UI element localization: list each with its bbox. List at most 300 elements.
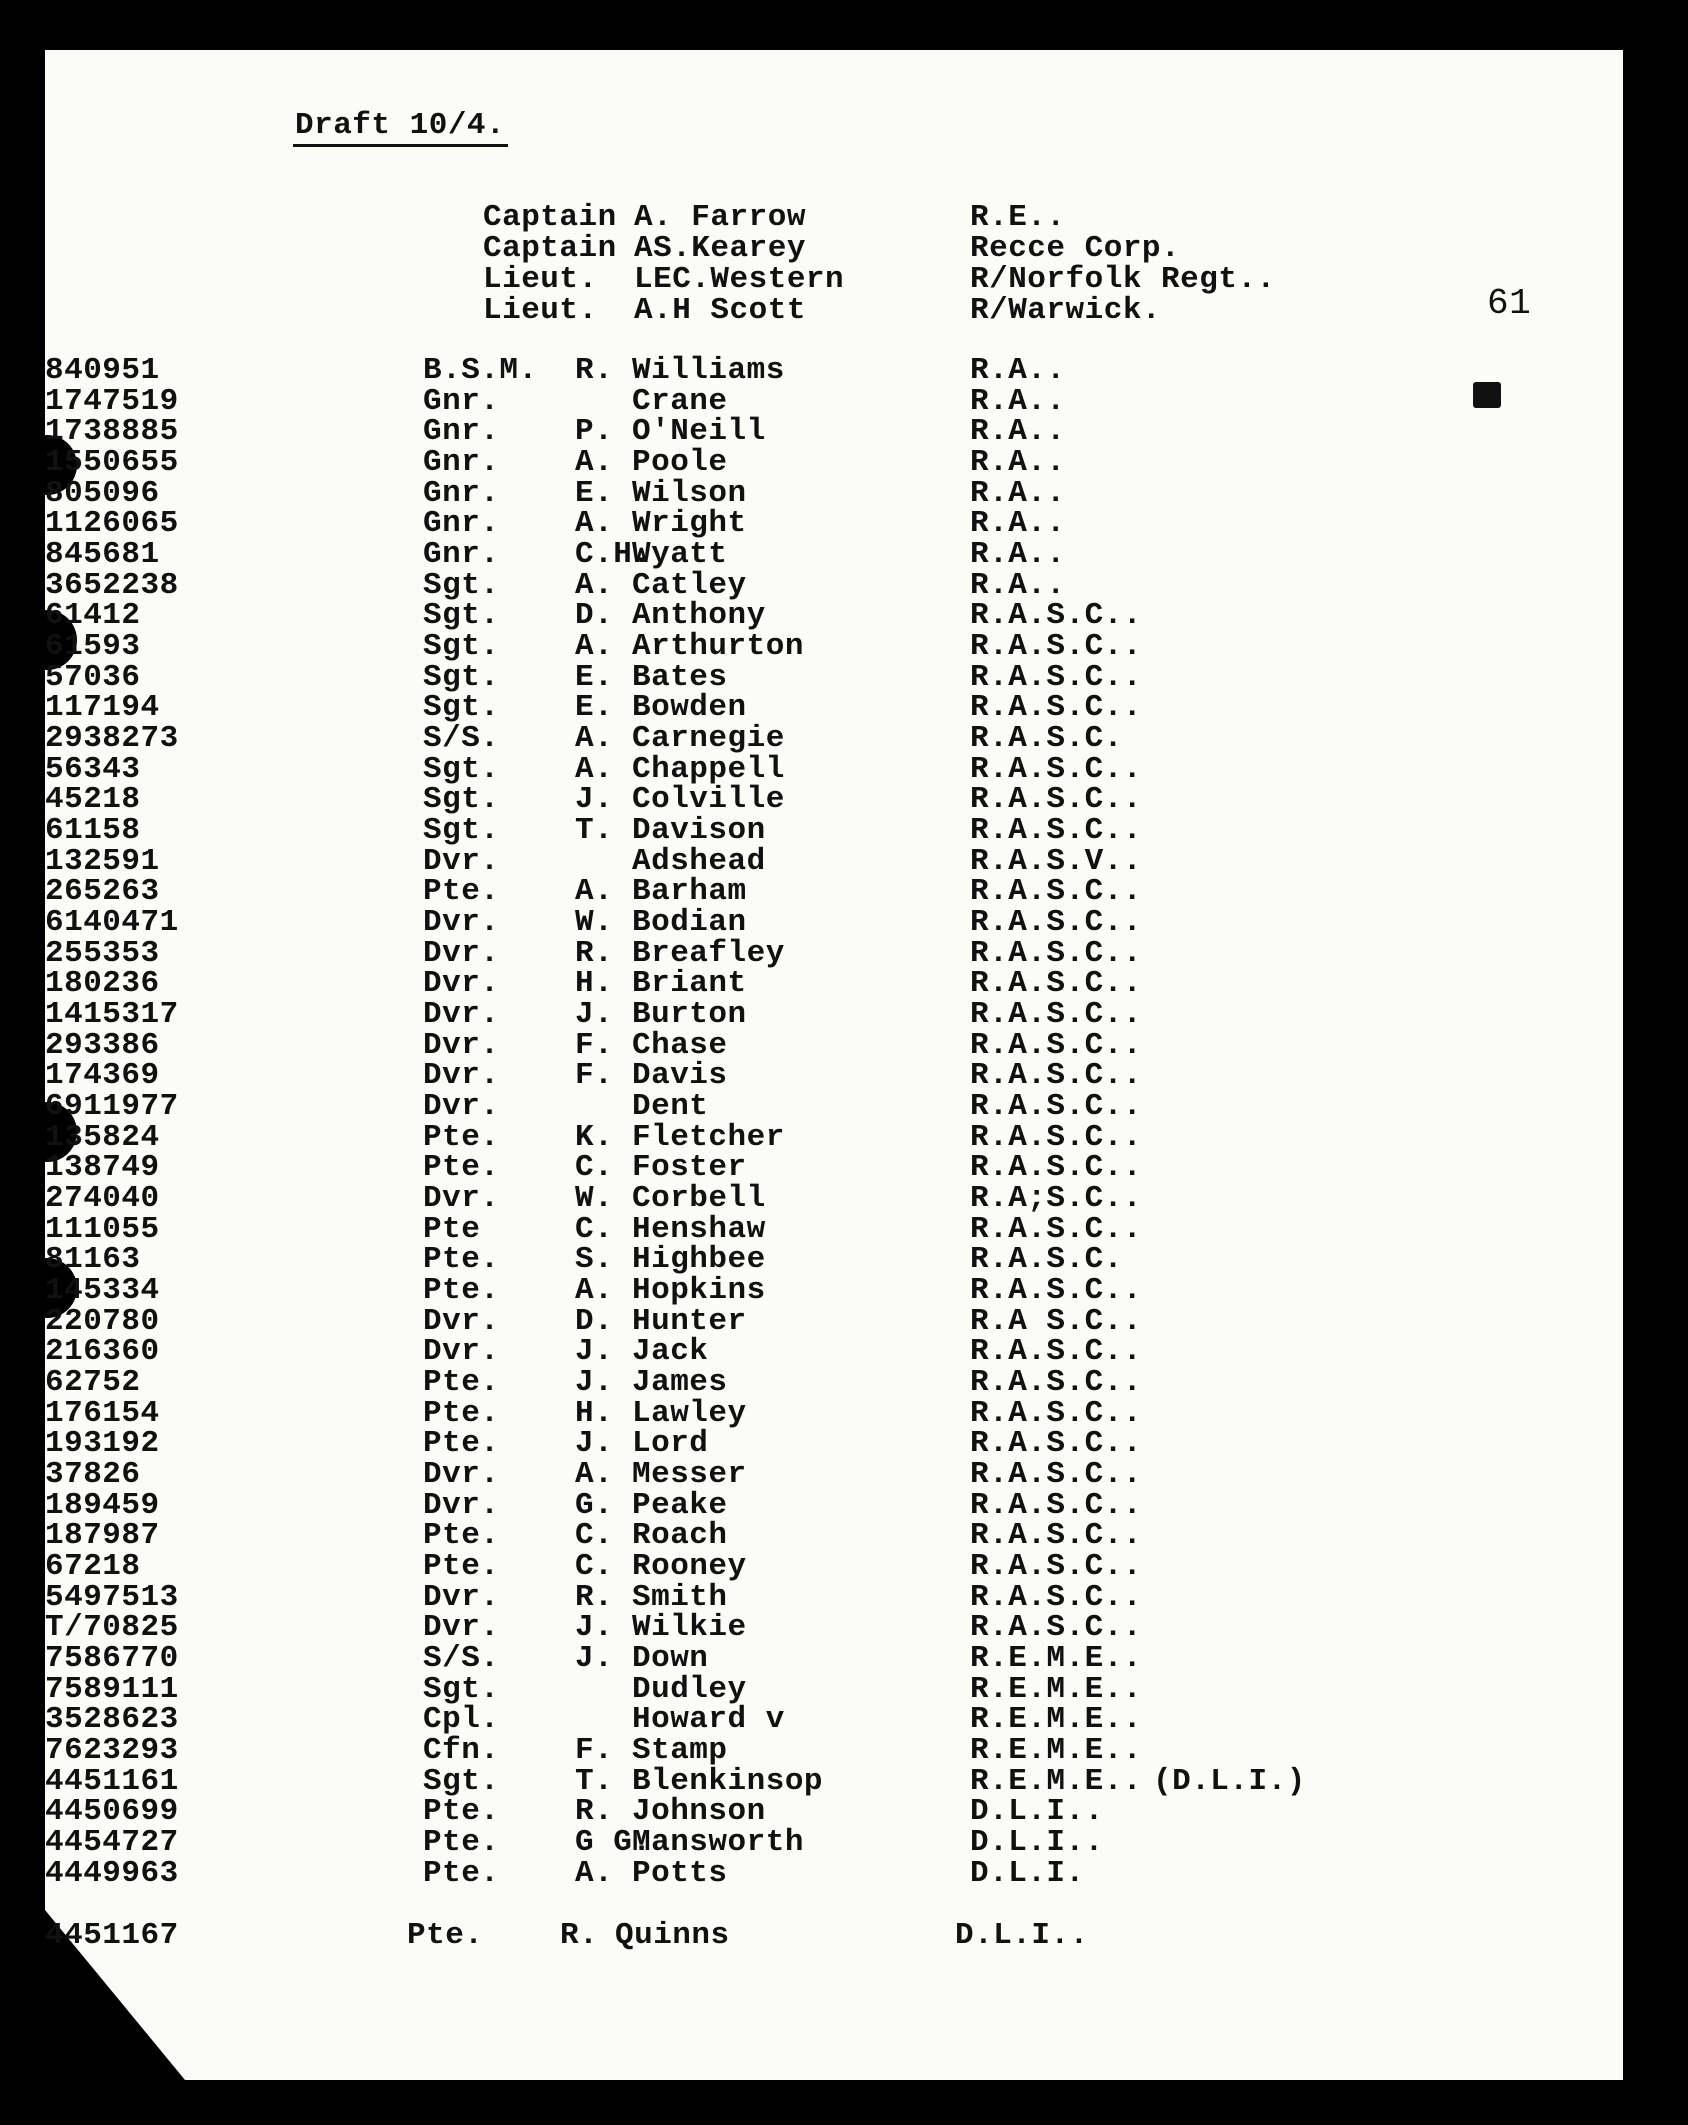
soldier-rank: Sgt. <box>423 629 500 664</box>
service-number-cell <box>45 968 418 999</box>
service-number-cell <box>45 754 418 785</box>
soldier-rank: Dvr. <box>423 1457 500 1492</box>
service-number: 4450699 <box>45 1794 179 1829</box>
soldier-rank: S/S. <box>423 721 500 756</box>
soldier-unit: R.A.S.C.. <box>970 813 1142 848</box>
soldier-name: Hunter <box>632 1304 747 1339</box>
soldier-row <box>45 1152 1545 1183</box>
service-number: 176154 <box>45 1396 160 1431</box>
officer-name: LEC.Western <box>634 262 845 297</box>
service-number-cell <box>45 478 418 509</box>
soldier-initial: R. <box>575 936 614 971</box>
service-number-cell <box>45 355 418 386</box>
soldier-unit: R.A.S.C.. <box>970 874 1142 909</box>
soldier-row <box>45 1858 1545 1889</box>
soldier-name: Barham <box>632 874 747 909</box>
soldier-initial: C. <box>575 1150 614 1185</box>
soldier-unit: D.L.I. <box>970 1856 1085 1891</box>
soldier-initial: R. <box>560 1918 599 1953</box>
soldier-row <box>45 1183 1545 1214</box>
service-number-cell <box>45 784 418 815</box>
soldier-initial: J. <box>575 1641 614 1676</box>
service-number-cell <box>45 1367 418 1398</box>
soldier-name: Highbee <box>632 1242 766 1277</box>
soldier-initial: G. <box>575 1488 614 1523</box>
soldier-initial: E. <box>575 476 614 511</box>
soldier-row <box>45 1214 1545 1245</box>
service-number-cell <box>45 386 418 417</box>
soldier-unit: R.A.. <box>970 445 1066 480</box>
soldier-row <box>45 784 1545 815</box>
service-number-cell <box>45 1582 418 1613</box>
soldier-row <box>45 754 1545 785</box>
service-number: 189459 <box>45 1488 160 1523</box>
soldier-initial: W. <box>575 905 614 940</box>
soldier-initial: A. <box>575 629 614 664</box>
service-number-cell <box>45 1306 418 1337</box>
soldier-name: O'Neill <box>632 414 766 449</box>
service-number: 56343 <box>45 752 141 787</box>
soldier-row <box>45 539 1545 570</box>
soldier-row <box>45 1766 1545 1797</box>
officer-unit: R/Norfolk Regt.. <box>970 262 1276 297</box>
soldier-name: Howard v <box>632 1702 785 1737</box>
soldier-row <box>45 1091 1545 1122</box>
soldier-name: Briant <box>632 966 747 1001</box>
soldier-row <box>45 1643 1545 1674</box>
soldier-rank: Dvr. <box>423 997 500 1032</box>
soldier-name: Dudley <box>632 1672 747 1707</box>
soldier-name: Roach <box>632 1518 728 1553</box>
soldier-unit: R.A.S.C.. <box>970 1580 1142 1615</box>
soldier-initial: C. <box>575 1518 614 1553</box>
soldier-initial: R. <box>575 1794 614 1829</box>
soldier-row <box>45 416 1545 447</box>
service-number-cell <box>45 600 418 631</box>
soldier-unit: R.A.S.C.. <box>970 1150 1142 1185</box>
officer-row <box>45 264 1545 295</box>
service-number: 57036 <box>45 660 141 695</box>
service-number-cell <box>45 447 418 478</box>
service-number-cell <box>45 1674 418 1705</box>
soldier-name: Messer <box>632 1457 747 1492</box>
officer-rank: Captain <box>483 231 617 266</box>
service-number: 845681 <box>45 537 160 572</box>
service-number: 4451167 <box>45 1918 179 1953</box>
service-number-cell <box>45 1796 418 1827</box>
soldier-unit: R.A.S.C.. <box>970 1365 1142 1400</box>
soldier-unit: R.A.S.C.. <box>970 1488 1142 1523</box>
soldier-rank: Gnr. <box>423 384 500 419</box>
soldier-initial: G G. <box>575 1825 652 1860</box>
service-number-cell <box>45 1214 418 1245</box>
soldier-initial: A. <box>575 445 614 480</box>
service-number: 1738885 <box>45 414 179 449</box>
service-number: 2938273 <box>45 721 179 756</box>
service-number: 81163 <box>45 1242 141 1277</box>
soldier-unit: R.A.S.C.. <box>970 752 1142 787</box>
service-number-cell <box>45 1858 418 1889</box>
soldier-rank: Pte. <box>423 1150 500 1185</box>
service-number: 187987 <box>45 1518 160 1553</box>
soldier-rank: Pte. <box>423 1518 500 1553</box>
service-number-cell <box>45 1183 418 1214</box>
soldier-name: Fletcher <box>632 1120 785 1155</box>
service-number-cell <box>45 539 418 570</box>
soldier-unit: R.A.S.C.. <box>970 1610 1142 1645</box>
soldier-rank: Dvr. <box>423 966 500 1001</box>
soldier-unit: R.A.S.C.. <box>970 1120 1142 1155</box>
officer-name: AS.Kearey <box>634 231 806 266</box>
soldier-initial: R. <box>575 353 614 388</box>
soldier-initial: C. <box>575 1212 614 1247</box>
officer-name: A. Farrow <box>634 200 806 235</box>
service-number: 7586770 <box>45 1641 179 1676</box>
service-number: 193192 <box>45 1426 160 1461</box>
document-page <box>45 50 1623 2080</box>
service-number-cell <box>45 631 418 662</box>
soldier-rank: Pte. <box>423 1549 500 1584</box>
soldier-initial: A. <box>575 874 614 909</box>
service-number: 7623293 <box>45 1733 179 1768</box>
soldier-unit: R.E.M.E.. <box>970 1641 1142 1676</box>
service-number: 1126065 <box>45 506 179 541</box>
service-number: 138749 <box>45 1150 160 1185</box>
soldier-unit: R.A.S.C.. <box>970 1212 1142 1247</box>
soldier-name: Colville <box>632 782 785 817</box>
soldier-rank: Pte. <box>423 1396 500 1431</box>
soldier-rank: Dvr. <box>423 1028 500 1063</box>
service-number: 220780 <box>45 1304 160 1339</box>
soldier-rank: Sgt. <box>423 813 500 848</box>
soldier-rank: Sgt. <box>423 690 500 725</box>
service-number: 7589111 <box>45 1672 179 1707</box>
soldier-name: James <box>632 1365 728 1400</box>
service-number: 61593 <box>45 629 141 664</box>
service-number-cell <box>45 570 418 601</box>
soldier-name: Lawley <box>632 1396 747 1431</box>
soldier-name: Mansworth <box>632 1825 804 1860</box>
soldier-unit: R.A.S.C.. <box>970 1028 1142 1063</box>
soldier-rank: Pte. <box>423 1242 500 1277</box>
soldier-unit: R.E.M.E.. <box>970 1672 1142 1707</box>
soldier-initial: F. <box>575 1028 614 1063</box>
soldier-name: Breafley <box>632 936 785 971</box>
service-number: 111055 <box>45 1212 160 1247</box>
soldier-row <box>45 1398 1545 1429</box>
soldier-name: Chappell <box>632 752 785 787</box>
soldier-unit: R.A.S.C.. <box>970 1273 1142 1308</box>
soldier-unit: D.L.I.. <box>970 1825 1104 1860</box>
soldier-rank: Sgt. <box>423 1672 500 1707</box>
soldier-rank: Dvr. <box>423 1304 500 1339</box>
soldier-row <box>45 1244 1545 1275</box>
service-number: 145334 <box>45 1273 160 1308</box>
soldier-initial: A. <box>575 1457 614 1492</box>
soldier-name: Stamp <box>632 1733 728 1768</box>
soldier-name: Wilkie <box>632 1610 747 1645</box>
soldier-row <box>45 1306 1545 1337</box>
soldier-initial: A. <box>575 1273 614 1308</box>
service-number: 61158 <box>45 813 141 848</box>
soldier-rank: Dvr. <box>423 1580 500 1615</box>
soldier-rank: Dvr. <box>423 905 500 940</box>
service-number-cell <box>45 1275 418 1306</box>
officer-name: A.H Scott <box>634 293 806 328</box>
soldier-initial: C. <box>575 1549 614 1584</box>
soldier-unit: R.E.M.E.. <box>970 1764 1142 1799</box>
soldier-row <box>45 662 1545 693</box>
soldier-initial: A. <box>575 752 614 787</box>
soldier-name: Carnegie <box>632 721 785 756</box>
soldier-rank: Dvr. <box>423 936 500 971</box>
service-number: 4449963 <box>45 1856 179 1891</box>
service-number: 117194 <box>45 690 160 725</box>
service-number-cell <box>45 1520 418 1551</box>
soldier-unit: R.A.S.C.. <box>970 1549 1142 1584</box>
soldier-initial: A. <box>575 1856 614 1891</box>
service-number-cell <box>45 416 418 447</box>
soldier-unit: R.A.. <box>970 414 1066 449</box>
soldier-row <box>45 1674 1545 1705</box>
soldier-row <box>45 600 1545 631</box>
soldier-rank: Dvr. <box>423 1334 500 1369</box>
soldier-unit: R.A.S.V.. <box>970 844 1142 879</box>
soldier-unit: R.A.. <box>970 537 1066 572</box>
soldier-rank: Sgt. <box>423 782 500 817</box>
soldier-unit: R.A.S.C.. <box>970 660 1142 695</box>
soldier-unit: R.A.S.C.. <box>970 966 1142 1001</box>
soldier-row <box>45 447 1545 478</box>
soldier-row <box>45 1275 1545 1306</box>
service-number-cell <box>45 662 418 693</box>
service-number: 180236 <box>45 966 160 1001</box>
soldier-initial: D. <box>575 1304 614 1339</box>
document-title: Draft 10/4. <box>295 108 506 143</box>
soldier-name: Peake <box>632 1488 728 1523</box>
soldier-row <box>45 1582 1545 1613</box>
soldier-rank: Sgt. <box>423 1764 500 1799</box>
service-number-cell <box>45 1336 418 1367</box>
service-number: 6911977 <box>45 1089 179 1124</box>
soldier-rank: Dvr. <box>423 844 500 879</box>
service-number: 216360 <box>45 1334 160 1369</box>
soldier-unit: R.A.S.C.. <box>970 905 1142 940</box>
soldier-name: Williams <box>632 353 785 388</box>
service-number-cell <box>45 907 418 938</box>
service-number-cell <box>45 1152 418 1183</box>
soldier-row <box>45 508 1545 539</box>
service-number: 4451161 <box>45 1764 179 1799</box>
soldier-rank: Gnr. <box>423 537 500 572</box>
soldier-rank: Pte. <box>423 1794 500 1829</box>
soldier-rank: Cfn. <box>423 1733 500 1768</box>
soldier-rank: Gnr. <box>423 445 500 480</box>
soldier-name: Henshaw <box>632 1212 766 1247</box>
soldier-row <box>45 478 1545 509</box>
soldier-initial: A. <box>575 506 614 541</box>
soldier-rank: Sgt. <box>423 568 500 603</box>
officer-row <box>45 233 1545 264</box>
service-number: 61412 <box>45 598 141 633</box>
soldier-rank: Pte. <box>423 1120 500 1155</box>
service-number: 293386 <box>45 1028 160 1063</box>
soldier-name: Adshead <box>632 844 766 879</box>
soldier-row <box>45 355 1545 386</box>
service-number: 6140471 <box>45 905 179 940</box>
soldier-initial: J. <box>575 997 614 1032</box>
soldier-unit: R.A.. <box>970 353 1066 388</box>
service-number: 265263 <box>45 874 160 909</box>
service-number: 3528623 <box>45 1702 179 1737</box>
service-number-cell <box>45 1459 418 1490</box>
soldier-name: Jack <box>632 1334 709 1369</box>
soldier-row <box>45 1030 1545 1061</box>
soldier-unit: R.E.M.E.. <box>970 1733 1142 1768</box>
soldier-unit: R.E.M.E.. <box>970 1702 1142 1737</box>
page-number: 61 <box>1487 283 1532 324</box>
soldier-rank: Pte. <box>423 1273 500 1308</box>
service-number-cell <box>45 815 418 846</box>
service-number-cell <box>45 1091 418 1122</box>
service-number-cell <box>45 1827 418 1858</box>
soldier-name: Bates <box>632 660 728 695</box>
soldier-row <box>45 876 1545 907</box>
soldier-name: Foster <box>632 1150 747 1185</box>
soldier-name: Chase <box>632 1028 728 1063</box>
soldier-rank: Pte. <box>423 1825 500 1860</box>
soldier-unit: R.A.S.C.. <box>970 1058 1142 1093</box>
soldier-name: Hopkins <box>632 1273 766 1308</box>
service-number: 135824 <box>45 1120 160 1155</box>
soldier-rank: Pte. <box>423 874 500 909</box>
soldier-row <box>45 1796 1545 1827</box>
officer-rank: Lieut. <box>483 293 598 328</box>
soldier-unit: R.A.S.C.. <box>970 997 1142 1032</box>
service-number-cell <box>45 1030 418 1061</box>
soldier-unit: R.A.S.C.. <box>970 598 1142 633</box>
soldier-name: Anthony <box>632 598 766 633</box>
soldier-row <box>45 846 1545 877</box>
officer-unit: R.E.. <box>970 200 1066 235</box>
soldier-name: Johnson <box>632 1794 766 1829</box>
soldier-name: Potts <box>632 1856 728 1891</box>
soldier-row <box>45 938 1545 969</box>
soldier-initial: P. <box>575 414 614 449</box>
officer-unit: Recce Corp. <box>970 231 1181 266</box>
soldier-unit: R.A.S.C.. <box>970 629 1142 664</box>
soldier-row <box>45 723 1545 754</box>
soldier-initial: J. <box>575 1426 614 1461</box>
soldier-initial: C.H. <box>575 537 652 572</box>
soldier-rank: Sgt. <box>423 660 500 695</box>
soldier-rank: Pte. <box>423 1365 500 1400</box>
soldier-initial: J. <box>575 1334 614 1369</box>
soldier-name: Dent <box>632 1089 709 1124</box>
service-number: 174369 <box>45 1058 160 1093</box>
service-number: 1550655 <box>45 445 179 480</box>
service-number: 840951 <box>45 353 160 388</box>
soldier-name: Wyatt <box>632 537 728 572</box>
service-number: 45218 <box>45 782 141 817</box>
soldier-rank: Sgt. <box>423 598 500 633</box>
service-number-cell <box>45 1612 418 1643</box>
service-number: 67218 <box>45 1549 141 1584</box>
service-number-cell <box>45 1920 403 1951</box>
soldier-row <box>45 999 1545 1030</box>
soldier-rank: B.S.M. <box>423 353 538 388</box>
soldier-row <box>45 1704 1545 1735</box>
service-number-cell <box>45 846 418 877</box>
soldier-initial: H. <box>575 966 614 1001</box>
soldier-row <box>45 692 1545 723</box>
soldier-rank: Pte. <box>423 1856 500 1891</box>
service-number: 274040 <box>45 1181 160 1216</box>
soldier-name: Poole <box>632 445 728 480</box>
soldier-unit: R.A S.C.. <box>970 1304 1142 1339</box>
service-number-cell <box>45 723 418 754</box>
soldier-initial: J. <box>575 782 614 817</box>
service-number: 3652238 <box>45 568 179 603</box>
soldier-unit: D.L.I.. <box>970 1794 1104 1829</box>
soldier-name: Quinns <box>615 1918 730 1953</box>
service-number-cell <box>45 508 418 539</box>
service-number-cell <box>45 1766 418 1797</box>
service-number-cell <box>45 1735 418 1766</box>
soldier-unit: D.L.I.. <box>955 1918 1089 1953</box>
soldier-name: Blenkinsop <box>632 1764 824 1799</box>
service-number: 1415317 <box>45 997 179 1032</box>
soldier-name: Davis <box>632 1058 728 1093</box>
soldier-row <box>45 968 1545 999</box>
soldier-initial: F. <box>575 1733 614 1768</box>
soldier-initial: E. <box>575 660 614 695</box>
soldier-unit: R.A.S.C.. <box>970 1518 1142 1553</box>
soldier-initial: R. <box>575 1580 614 1615</box>
officer-rank: Lieut. <box>483 262 598 297</box>
service-number-cell <box>45 1490 418 1521</box>
soldier-initial: E. <box>575 690 614 725</box>
soldier-name: Corbell <box>632 1181 766 1216</box>
soldier-initial: F. <box>575 1058 614 1093</box>
soldier-rank: Gnr. <box>423 414 500 449</box>
soldier-unit: R.A;S.C.. <box>970 1181 1142 1216</box>
soldier-unit: R.A.S.C. <box>970 721 1123 756</box>
soldier-initial: K. <box>575 1120 614 1155</box>
soldier-row <box>45 1612 1545 1643</box>
soldier-rank: Gnr. <box>423 506 500 541</box>
soldier-row <box>45 1520 1545 1551</box>
soldier-name: Rooney <box>632 1549 747 1584</box>
soldier-row <box>45 631 1545 662</box>
soldier-rank: S/S. <box>423 1641 500 1676</box>
soldier-unit: R.A.S.C.. <box>970 782 1142 817</box>
soldier-rank: Pte <box>423 1212 481 1247</box>
soldier-name: Bowden <box>632 690 747 725</box>
service-number-cell <box>45 1244 418 1275</box>
service-number: 1747519 <box>45 384 179 419</box>
soldier-unit: R.A.S.C.. <box>970 1426 1142 1461</box>
soldier-unit: R.A.. <box>970 568 1066 603</box>
soldier-rank: Cpl. <box>423 1702 500 1737</box>
soldier-name: Smith <box>632 1580 728 1615</box>
soldier-row <box>45 1920 1545 1951</box>
service-number: 37826 <box>45 1457 141 1492</box>
service-number: T/70825 <box>45 1610 179 1645</box>
soldier-unit: R.A.. <box>970 476 1066 511</box>
soldier-initial: W. <box>575 1181 614 1216</box>
soldier-name: Bodian <box>632 905 747 940</box>
